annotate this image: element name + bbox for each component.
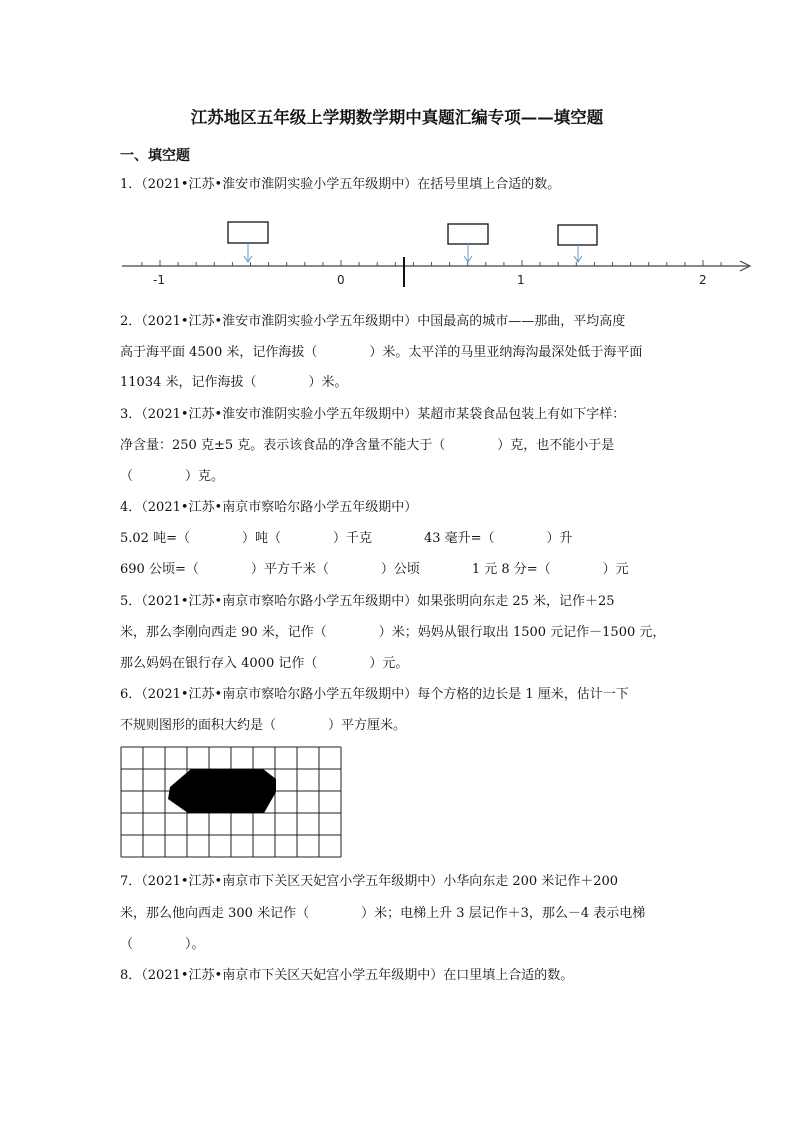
answer-box-3 [558, 225, 597, 245]
question-4-line-2: 5.02 吨=（ ）吨（ ）千克 43 毫升=（ ）升 [120, 531, 573, 546]
irregular-shape [168, 769, 276, 813]
question-5-line-2: 米，那么李刚向西走 90 米，记作（ ）米；妈妈从银行取出 1500 元记作－1500 元， [120, 625, 666, 640]
question-3-line-1: 3．（2021•江苏•淮安市淮阴实验小学五年级期中）某超市某袋食品包装上有如下字样： [120, 407, 626, 422]
question-7-line-2: 米，那么他向西走 300 米记作（ ）米；电梯上升 3 层记作＋3，那么－4 表示电梯 [120, 906, 646, 921]
question-1-text: 1．（2021•江苏•淮安市淮阴实验小学五年级期中）在括号里填上合适的数。 [120, 177, 561, 192]
area-grid-figure [117, 743, 347, 861]
question-7-line-1: 7．（2021•江苏•南京市下关区天妃宫小学五年级期中）小华向东走 200 米记作＋200 [120, 874, 619, 889]
question-4-line-3: 690 公顷=（ ）平方千米（ ）公顷 1 元 8 分=（ ）元 [120, 562, 629, 577]
tick-label-2: 2 [699, 273, 707, 287]
question-2-line-2: 高于海平面 4500 米，记作海拔（ ）米。太平洋的马里亚纳海沟最深处低于海平面 [120, 345, 643, 360]
page-title: 江苏地区五年级上学期数学期中真题汇编专项——填空题 [190, 108, 604, 127]
answer-box-2 [448, 224, 488, 244]
question-8-text: 8．（2021•江苏•南京市下关区天妃宫小学五年级期中）在口里填上合适的数。 [120, 968, 574, 983]
answer-box-1 [228, 222, 268, 243]
tick-label-neg1: -1 [153, 273, 165, 287]
question-2-line-1: 2．（2021•江苏•淮安市淮阴实验小学五年级期中）中国最高的城市——那曲，平均高度 [120, 314, 626, 329]
number-line-figure [0, 210, 794, 320]
number-line-ticks [142, 260, 721, 266]
question-5-line-1: 5．（2021•江苏•南京市察哈尔路小学五年级期中）如果张明向东走 25 米，记作＋25 [120, 594, 615, 609]
question-7-line-3: （ ）。 [120, 937, 205, 952]
question-6-line-2: 不规则图形的面积大约是（ ）平方厘米。 [120, 718, 407, 733]
tick-label-0: 0 [337, 273, 345, 287]
question-6-line-1: 6．（2021•江苏•南京市察哈尔路小学五年级期中）每个方格的边长是 1 厘米，估计一下 [120, 687, 629, 702]
tick-label-1: 1 [517, 273, 525, 287]
section-heading: 一、填空题 [120, 148, 190, 164]
question-3-line-3: （ ）克。 [120, 469, 225, 484]
question-2-line-3: 11034 米，记作海拔（ ）米。 [120, 375, 348, 390]
question-3-line-2: 净含量：250 克±5 克。表示该食品的净含量不能大于（ ）克，也不能小于是 [120, 438, 615, 453]
question-4-line-1: 4．（2021•江苏•南京市察哈尔路小学五年级期中） [120, 500, 418, 515]
question-5-line-3: 那么妈妈在银行存入 4000 记作（ ）元。 [120, 656, 409, 671]
